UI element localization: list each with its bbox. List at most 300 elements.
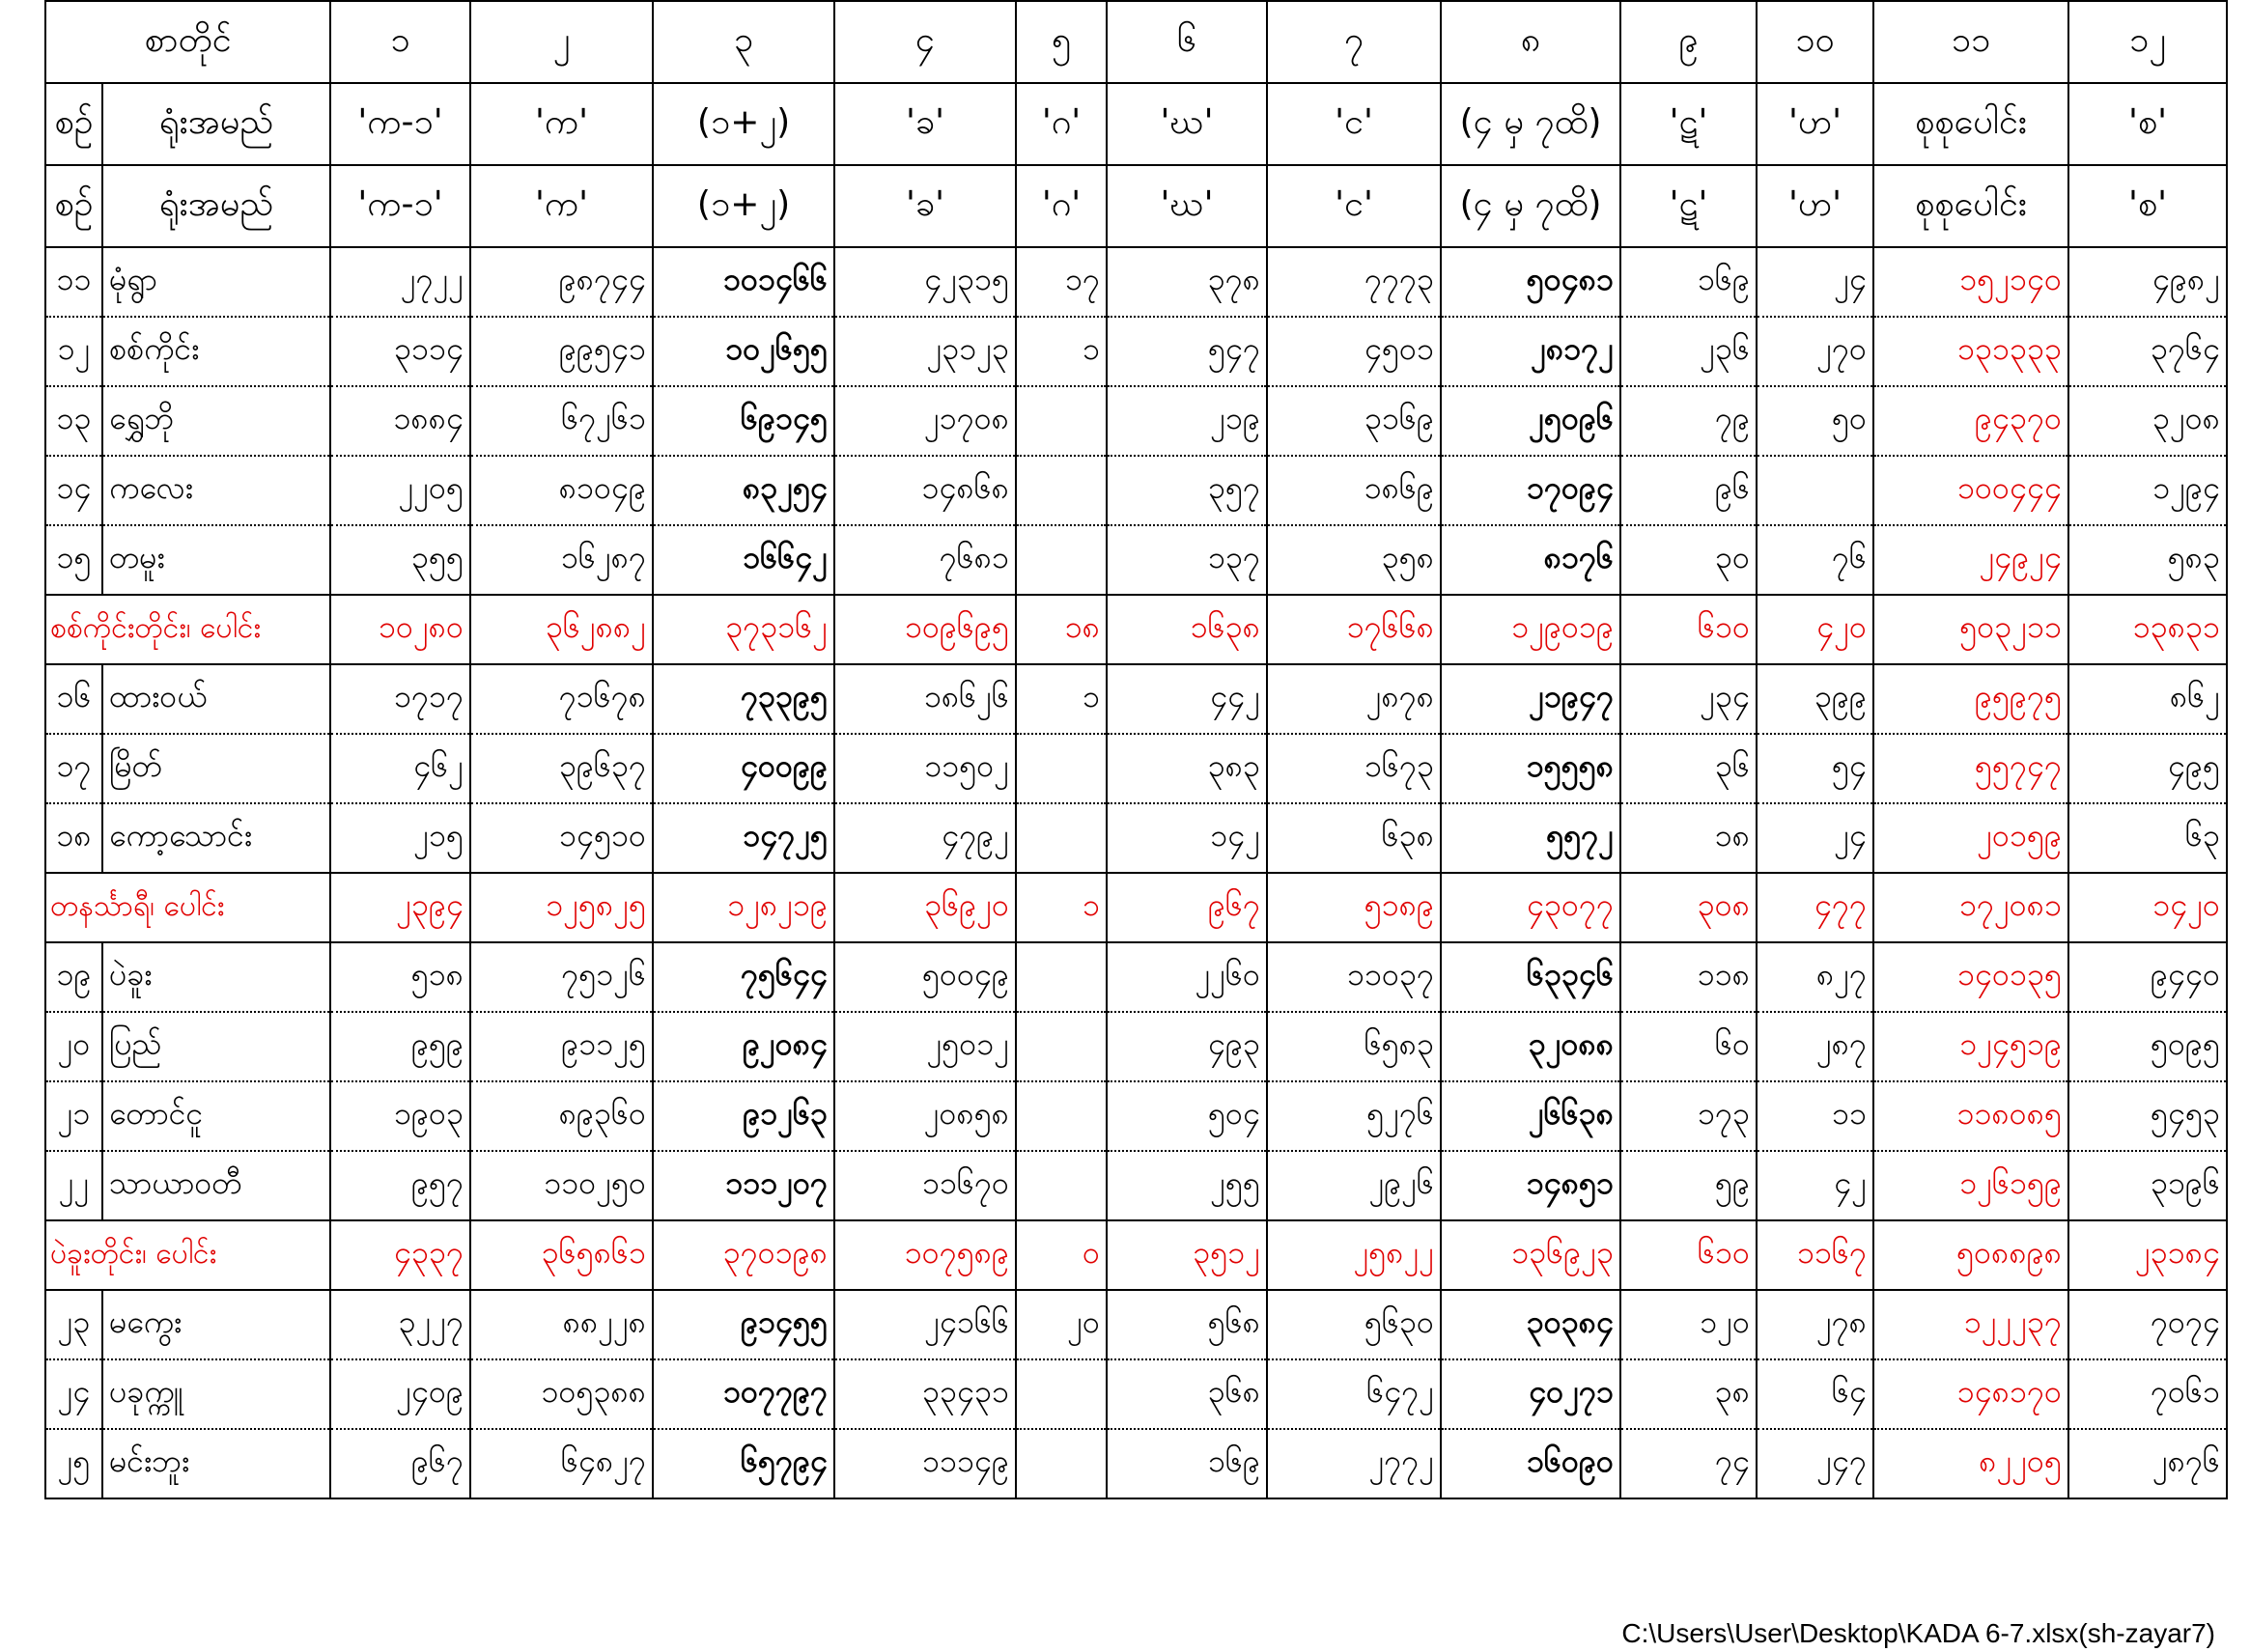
value-cell: ၉၆၇ [1107,873,1267,942]
value-cell: ၅၉ [1620,1151,1757,1220]
value-cell: ၁၀၇၅၈၉ [834,1220,1016,1290]
value-cell: ၄၉၃ [1107,1012,1267,1081]
value-cell: ၅၀ [1757,386,1873,456]
value-cell: ၂၅၅ [1107,1151,1267,1220]
value-cell: ၅၀၈၈၉၈ [1873,1220,2068,1290]
header-office-name: ရုံးအမည် [102,83,330,165]
value-cell: ၂၄ [1757,247,1873,317]
value-cell: ၂၁၉၄၇ [1441,664,1620,734]
value-cell: ၁၀၂၆၅၅ [653,317,834,386]
value-cell: ၈၁၀၄၉ [470,456,653,525]
value-cell: ၃၀၃၈၄ [1441,1290,1620,1359]
value-cell: ၁၁၆၇၀ [834,1151,1016,1220]
value-cell: ၁၀၉၆၉၅ [834,595,1016,664]
value-cell: ၉၁၁၂၅ [470,1012,653,1081]
value-cell: ၁၇၆၆၈ [1267,595,1441,664]
value-cell: ၅၄၅၃ [2068,1081,2227,1151]
value-cell: ၅၀၄ [1107,1081,1267,1151]
value-cell: ၁၀၅၃၈၈ [470,1359,653,1429]
office-name-cell: ပြည် [102,1012,330,1081]
header-row-column-codes [45,83,2227,165]
office-name-cell: မင်းဘူး [102,1429,330,1498]
value-cell: ၂၈၇၈ [1267,664,1441,734]
value-cell [1016,734,1107,803]
subtotal-row [45,595,2227,664]
value-cell: ၉၁၂၆၃ [653,1081,834,1151]
header-col-1: 'က-၁' [330,83,470,165]
value-cell: ၄၆၂ [330,734,470,803]
subtotal-row [45,873,2227,942]
value-cell: ၇၀၆၁ [2068,1359,2227,1429]
value-cell: ၅၅၇၄၇ [1873,734,2068,803]
header-col-6: ၆ [1107,1,1267,83]
value-cell: ၆၄၇၂ [1267,1359,1441,1429]
value-cell: ၁၈၆၂၆ [834,664,1016,734]
value-cell: ၉၄၄၀ [2068,942,2227,1012]
value-cell: ၂၇၀ [1757,317,1873,386]
header-serial: စဉ် [45,83,102,165]
value-cell: ၉၅၉၇၅ [1873,664,2068,734]
header-serial: စဉ် [45,165,102,247]
value-cell: ၆၅၈၃ [1267,1012,1441,1081]
value-cell: ၆၀ [1620,1012,1757,1081]
header-col-11: စုစုပေါင်း [1873,165,2068,247]
header-col-9: ၉ [1620,1,1757,83]
header-col-2: 'က' [470,165,653,247]
serial-cell: ၁၄ [45,456,102,525]
table-row [45,942,2227,1012]
value-cell: ၁၁၆၇ [1757,1220,1873,1290]
office-name-cell: ထားဝယ် [102,664,330,734]
value-cell: ၉၂၀၈၄ [653,1012,834,1081]
header-col-4: 'ခ' [834,165,1016,247]
value-cell: ၃၅၅ [330,525,470,595]
header-col-7: 'င' [1267,165,1441,247]
value-cell: ၃၀၈ [1620,873,1757,942]
value-cell: ၅၄ [1757,734,1873,803]
value-cell: ၆၁၀ [1620,595,1757,664]
value-cell: ၃၉၆၃၇ [470,734,653,803]
subtotal-label: စစ်ကိုင်းတိုင်း၊ ပေါင်း [45,595,330,664]
serial-cell: ၁၆ [45,664,102,734]
office-name-cell: တမူး [102,525,330,595]
header-col-2: ၂ [470,1,653,83]
value-cell: ၁၄၀၁၃၅ [1873,942,2068,1012]
header-col-12: 'စ' [2068,165,2227,247]
value-cell: ၉၆ [1620,456,1757,525]
value-cell: ၂၁၉ [1107,386,1267,456]
office-name-cell: ပဲခူး [102,942,330,1012]
value-cell: ၁၈ [1620,803,1757,873]
header-col-3: (၁+၂) [653,165,834,247]
subtotal-label: တနင်္သာရီ၊ ပေါင်း [45,873,330,942]
value-cell: ၁၁၁၂၀၇ [653,1151,834,1220]
data-table [44,0,2228,1499]
office-name-cell: ပခုက္ကူ [102,1359,330,1429]
value-cell: ၂၃၁၂၃ [834,317,1016,386]
value-cell: ၃၈ [1620,1359,1757,1429]
value-cell: ၂၉၂၆ [1267,1151,1441,1220]
value-cell: ၁၈၈၄ [330,386,470,456]
value-cell [1016,942,1107,1012]
value-cell: ၅၀၄၈၁ [1441,247,1620,317]
subtotal-row [45,1220,2227,1290]
value-cell: ၂၃၄ [1620,664,1757,734]
value-cell: ၂၇၈ [1757,1290,1873,1359]
value-cell: ၇၇၇၃ [1267,247,1441,317]
value-cell: ၇၉ [1620,386,1757,456]
value-cell: ၃၅၇ [1107,456,1267,525]
serial-cell: ၁၅ [45,525,102,595]
value-cell: ၂၄၉၂၄ [1873,525,2068,595]
value-cell: ၂၃၉၄ [330,873,470,942]
value-cell: ၆၁၀ [1620,1220,1757,1290]
header-label: စာတိုင် [45,1,330,83]
office-name-cell: မြိတ် [102,734,330,803]
serial-cell: ၁၂ [45,317,102,386]
value-cell: ၂၈၁၇၂ [1441,317,1620,386]
serial-cell: ၁၃ [45,386,102,456]
value-cell [1016,1151,1107,1220]
value-cell: ၁၄၈၅၁ [1441,1151,1620,1220]
header-col-5: 'ဂ' [1016,83,1107,165]
header-col-10: ၁၀ [1757,1,1873,83]
value-cell: ၈၂၇ [1757,942,1873,1012]
value-cell: ၄၂၀ [1757,595,1873,664]
value-cell: ၁၆၉ [1107,1429,1267,1498]
value-cell: ၈၆၂ [2068,664,2227,734]
header-col-8: (၄ မှ ၇ထိ) [1441,83,1620,165]
value-cell: ၁၈ [1016,595,1107,664]
value-cell: ၅၀၉၅ [2068,1012,2227,1081]
header-col-3: (၁+၂) [653,83,834,165]
header-col-7: 'င' [1267,83,1441,165]
value-cell: ၂၈၇၆ [2068,1429,2227,1498]
value-cell: ၂၂၀၅ [330,456,470,525]
value-cell: ၁၂၉၀၁၉ [1441,595,1620,664]
value-cell: ၄၅၀၁ [1267,317,1441,386]
table-row [45,1012,2227,1081]
value-cell: ၀ [1016,1220,1107,1290]
value-cell: ၃၂၂၇ [330,1290,470,1359]
value-cell: ၆၇၂၆၁ [470,386,653,456]
header-col-11: စုစုပေါင်း [1873,83,2068,165]
value-cell: ၁၁၈ [1620,942,1757,1012]
value-cell: ၁၈၆၉ [1267,456,1441,525]
table-row [45,386,2227,456]
serial-cell: ၂၀ [45,1012,102,1081]
serial-cell: ၂၃ [45,1290,102,1359]
value-cell: ၄၂၃၁၅ [834,247,1016,317]
value-cell: ၂၀ [1016,1290,1107,1359]
value-cell: ၁၂၈၂၁၉ [653,873,834,942]
value-cell: ၇၄ [1620,1429,1757,1498]
value-cell: ၁၄၈၁၇၀ [1873,1359,2068,1429]
value-cell: ၃၆၂၈၈၂ [470,595,653,664]
value-cell: ၁၂၆၁၅၉ [1873,1151,2068,1220]
value-cell: ၉၈၇၄၄ [470,247,653,317]
value-cell: ၅၅၇၂ [1441,803,1620,873]
value-cell: ၆၃၈ [1267,803,1441,873]
value-cell: ၃၆၈ [1107,1359,1267,1429]
value-cell: ၁၂၉၄ [2068,456,2227,525]
value-cell: ၁၇၀၉၄ [1441,456,1620,525]
value-cell: ၁၀၇၇၉၇ [653,1359,834,1429]
table-row [45,1151,2227,1220]
table-row [45,1081,2227,1151]
value-cell: ၁ [1016,317,1107,386]
office-name-cell: ကလေး [102,456,330,525]
value-cell: ၃၆၉၂၀ [834,873,1016,942]
serial-cell: ၁၇ [45,734,102,803]
header-col-1: 'က-၁' [330,165,470,247]
header-office-name: ရုံးအမည် [102,165,330,247]
value-cell: ၄၄၂ [1107,664,1267,734]
value-cell: ၁၂၅၈၂၅ [470,873,653,942]
value-cell: ၉၆၇ [330,1429,470,1498]
value-cell [1016,803,1107,873]
value-cell: ၆၃၃၄၆ [1441,942,1620,1012]
value-cell: ၈၉၃၆၀ [470,1081,653,1151]
value-cell: ၅၀၃၂၁၁ [1873,595,2068,664]
value-cell: ၂၀၈၅၈ [834,1081,1016,1151]
value-cell: ၇၆၈၁ [834,525,1016,595]
value-cell: ၁၅၂၁၄၀ [1873,247,2068,317]
value-cell: ၁၃၁၃၃၃ [1873,317,2068,386]
header-col-9: 'ဋ' [1620,83,1757,165]
value-cell: ၇၃၃၉၅ [653,664,834,734]
value-cell: ၂၆၆၃၈ [1441,1081,1620,1151]
value-cell: ၄၃၀၇၇ [1441,873,1620,942]
value-cell: ၁ [1016,873,1107,942]
value-cell: ၆၅၇၉၄ [653,1429,834,1498]
value-cell: ၃၆၅၈၆၁ [470,1220,653,1290]
value-cell: ၂၂၆၀ [1107,942,1267,1012]
value-cell: ၁ [1016,664,1107,734]
value-cell: ၁၄၈၆၈ [834,456,1016,525]
value-cell: ၉၄၃၇၀ [1873,386,2068,456]
value-cell: ၁၁၈၀၈၅ [1873,1081,2068,1151]
value-cell: ၃၉၉ [1757,664,1873,734]
serial-cell: ၂၂ [45,1151,102,1220]
serial-cell: ၁၈ [45,803,102,873]
value-cell: ၂၅၈၂၂ [1267,1220,1441,1290]
value-cell: ၁၆၉ [1620,247,1757,317]
value-cell: ၅၁၈၉ [1267,873,1441,942]
value-cell: ၁၃၈၃၁ [2068,595,2227,664]
header-col-6: 'ဃ' [1107,83,1267,165]
value-cell: ၃၂၀၈ [2068,386,2227,456]
value-cell: ၇၀၇၄ [2068,1290,2227,1359]
value-cell: ၁၉၀၃ [330,1081,470,1151]
serial-cell: ၂၁ [45,1081,102,1151]
value-cell [1016,1081,1107,1151]
serial-cell: ၂၄ [45,1359,102,1429]
office-name-cell: စစ်ကိုင်း [102,317,330,386]
value-cell: ၃၇၀၁၉၈ [653,1220,834,1290]
office-name-cell: တောင်ငူ [102,1081,330,1151]
value-cell: ၃၃၄၃၁ [834,1359,1016,1429]
header-col-3: ၃ [653,1,834,83]
value-cell: ၁၇၃ [1620,1081,1757,1151]
value-cell [1016,525,1107,595]
value-cell: ၆၄ [1757,1359,1873,1429]
value-cell: ၁၄၅၁၀ [470,803,653,873]
value-cell: ၁၂၀ [1620,1290,1757,1359]
table-row [45,803,2227,873]
header-col-8: (၄ မှ ၇ထိ) [1441,165,1620,247]
table-row [45,456,2227,525]
value-cell: ၁၂၄၅၁၉ [1873,1012,2068,1081]
value-cell: ၄၃၃၇ [330,1220,470,1290]
header-col-5: 'ဂ' [1016,165,1107,247]
value-cell: ၇၁၆၇၈ [470,664,653,734]
table-row [45,525,2227,595]
value-cell: ၃၅၁၂ [1107,1220,1267,1290]
value-cell: ၉၉၅၄၁ [470,317,653,386]
value-cell: ၅၁၈ [330,942,470,1012]
value-cell: ၃၅၈ [1267,525,1441,595]
table-row [45,734,2227,803]
header-col-1: ၁ [330,1,470,83]
value-cell [1016,1429,1107,1498]
value-cell: ၁၆၃၈ [1107,595,1267,664]
value-cell: ၁၁၀၃၇ [1267,942,1441,1012]
value-cell: ၁၇၁၇ [330,664,470,734]
value-cell: ၁၆၆၄၂ [653,525,834,595]
value-cell: ၂၁၇၀၈ [834,386,1016,456]
value-cell [1016,1359,1107,1429]
value-cell: ၂၅၀၁၂ [834,1012,1016,1081]
value-cell: ၃၇၈ [1107,247,1267,317]
value-cell: ၈၈၂၂၈ [470,1290,653,1359]
table-row [45,317,2227,386]
value-cell: ၃၁၉၆ [2068,1151,2227,1220]
header-row-column-codes-repeat [45,165,2227,247]
value-cell: ၂၄၇ [1757,1429,1873,1498]
value-cell: ၃၇၆၄ [2068,317,2227,386]
value-cell: ၃၈၃ [1107,734,1267,803]
value-cell [1757,456,1873,525]
value-cell: ၃၆ [1620,734,1757,803]
value-cell: ၂၀၁၅၉ [1873,803,2068,873]
value-cell: ၁၀၂၈၀ [330,595,470,664]
table-row [45,1429,2227,1498]
table-row [45,247,2227,317]
value-cell: ၁၃၇ [1107,525,1267,595]
value-cell: ၁၇၂၀၈၁ [1873,873,2068,942]
office-name-cell: မုံရွာ [102,247,330,317]
value-cell: ၅၆၈ [1107,1290,1267,1359]
office-name-cell: ရွှေဘို [102,386,330,456]
value-cell: ၂၄၁၆၆ [834,1290,1016,1359]
value-cell: ၄၇၉၂ [834,803,1016,873]
header-col-5: ၅ [1016,1,1107,83]
value-cell: ၃၂၀၈၈ [1441,1012,1620,1081]
value-cell: ၁၆၂၈၇ [470,525,653,595]
header-col-10: 'ဟ' [1757,165,1873,247]
value-cell: ၂၃၆ [1620,317,1757,386]
value-cell: ၁၁၅၀၂ [834,734,1016,803]
serial-cell: ၂၅ [45,1429,102,1498]
table-row [45,664,2227,734]
value-cell: ၆၃ [2068,803,2227,873]
value-cell: ၅၆၃၀ [1267,1290,1441,1359]
header-col-11: ၁၁ [1873,1,2068,83]
office-name-cell: သာယာဝတီ [102,1151,330,1220]
value-cell: ၁၁ [1757,1081,1873,1151]
header-col-4: ၄ [834,1,1016,83]
value-cell: ၈၁၇၆ [1441,525,1620,595]
value-cell: ၉၁၄၅၅ [653,1290,834,1359]
value-cell: ၅၂၇၆ [1267,1081,1441,1151]
value-cell: ၁၄၂ [1107,803,1267,873]
value-cell: ၁၅၅၅၈ [1441,734,1620,803]
value-cell: ၆၄၈၂၇ [470,1429,653,1498]
header-col-10: 'ဟ' [1757,83,1873,165]
value-cell: ၄၂ [1757,1151,1873,1220]
value-cell: ၆၉၁၄၅ [653,386,834,456]
value-cell [1016,456,1107,525]
value-cell: ၉၅၉ [330,1012,470,1081]
value-cell: ၁၃၆၉၂၃ [1441,1220,1620,1290]
value-cell: ၂၄၀၉ [330,1359,470,1429]
value-cell: ၁၄၂၀ [2068,873,2227,942]
header-col-2: 'က' [470,83,653,165]
value-cell: ၁၆၇၃ [1267,734,1441,803]
value-cell: ၄၀၀၉၉ [653,734,834,803]
value-cell: ၂၅၀၉၆ [1441,386,1620,456]
value-cell: ၂၈၇ [1757,1012,1873,1081]
value-cell: ၅၄၇ [1107,317,1267,386]
table-row [45,1359,2227,1429]
header-row-column-numbers [45,1,2227,83]
value-cell: ၁၄၇၂၅ [653,803,834,873]
value-cell: ၁၀၁၄၆၆ [653,247,834,317]
value-cell: ၃၁၁၄ [330,317,470,386]
value-cell: ၃၀ [1620,525,1757,595]
value-cell: ၂၁၅ [330,803,470,873]
office-name-cell: မကွေး [102,1290,330,1359]
value-cell: ၈၃၂၅၄ [653,456,834,525]
header-col-4: 'ခ' [834,83,1016,165]
value-cell: ၇၆ [1757,525,1873,595]
file-path-footer: C:\Users\User\Desktop\KADA 6-7.xlsx(sh-zayar7) [1621,1618,2215,1648]
value-cell: ၄၉၈၂ [2068,247,2227,317]
value-cell: ၈၂၂၀၅ [1873,1429,2068,1498]
value-cell: ၂၃၁၈၄ [2068,1220,2227,1290]
value-cell: ၃၇၃၁၆၂ [653,595,834,664]
value-cell: ၁၂၂၂၃၇ [1873,1290,2068,1359]
header-col-9: 'ဋ' [1620,165,1757,247]
header-col-6: 'ဃ' [1107,165,1267,247]
value-cell: ၄၉၅ [2068,734,2227,803]
subtotal-label: ပဲခူးတိုင်း၊ ပေါင်း [45,1220,330,1290]
value-cell: ၅၈၃ [2068,525,2227,595]
value-cell [1016,1012,1107,1081]
value-cell: ၁၇ [1016,247,1107,317]
value-cell [1016,386,1107,456]
serial-cell: ၁၁ [45,247,102,317]
value-cell: ၂၇၇၂ [1267,1429,1441,1498]
value-cell: ၁၀၀၄၄၄ [1873,456,2068,525]
value-cell: ၁၆၀၉၀ [1441,1429,1620,1498]
value-cell: ၄၇၇ [1757,873,1873,942]
table-row [45,1290,2227,1359]
value-cell: ၅၀၀၄၉ [834,942,1016,1012]
value-cell: ၁၁၀၂၅၀ [470,1151,653,1220]
value-cell: ၃၁၆၉ [1267,386,1441,456]
